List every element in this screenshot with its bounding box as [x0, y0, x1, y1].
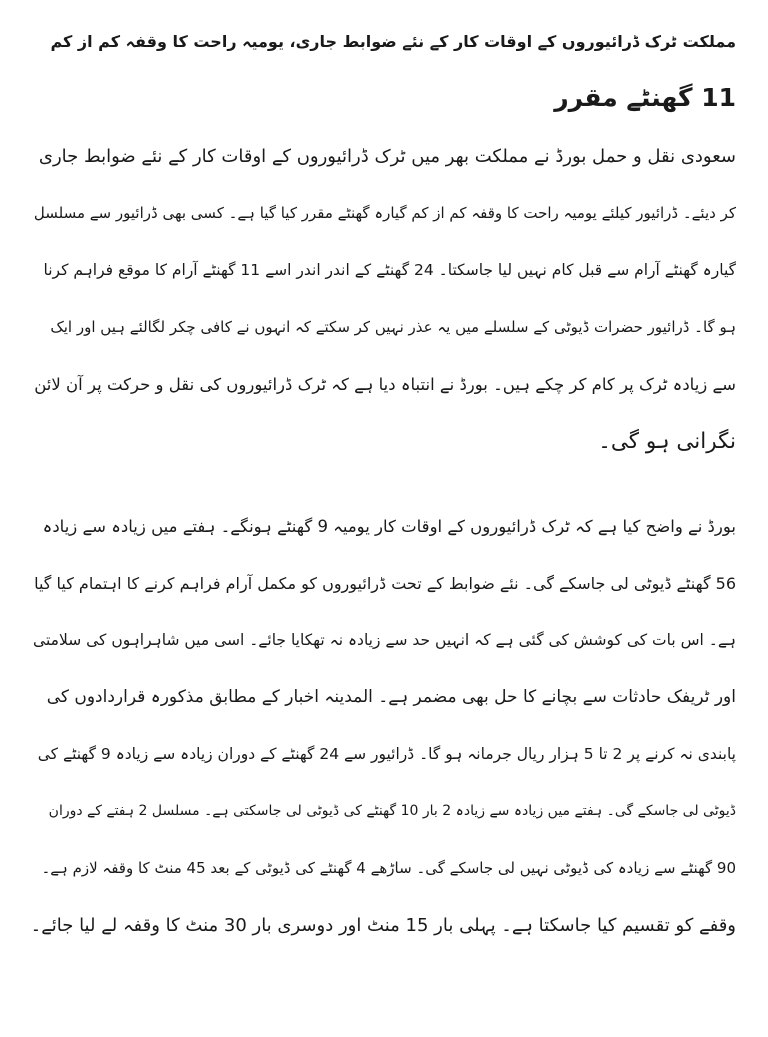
- paragraph-2: [30, 498, 736, 954]
- text-line: سعودی نقل و حمل بورڈ نے مملکت بھر میں ٹرک ڈرائیوروں کے اوقات کار کے نئے ضوابط جاری: [38, 146, 736, 167]
- text-line: بورڈ نے واضح کیا ہے کہ ٹرک ڈرائیوروں کے اوقات کار یومیہ 9 گھنٹے ہونگے۔ ہفتے میں زیادہ سے زیادہ: [42, 517, 736, 536]
- text-line: 90 گھنٹے سے زیادہ کی ڈیوٹی نہیں لی جاسکے گی۔ ساڑھے 4 گھنٹے کی ڈیوٹی کے بعد 45 منٹ کا وقفہ لازم ہے۔: [41, 859, 736, 877]
- text-line: سے زیادہ ٹرک پر کام کر چکے ہیں۔ بورڈ نے انتباہ دیا ہے کہ ٹرک ڈرائیوروں کی نقل و حرکت پر آن لائن: [34, 375, 736, 394]
- text-line: وقفے کو تقسیم کیا جاسکتا ہے۔ پہلی بار 15 منٹ اور دوسری بار 30 منٹ کا وقفہ لے لیا جائے۔: [30, 915, 736, 936]
- text-line: ہے۔ اس بات کی کوشش کی گئی ہے کہ انہیں حد سے زیادہ نہ تھکایا جائے۔ اسی میں شاہراہوں کی سلامتی: [33, 631, 736, 649]
- text-line: کر دیئے۔ ڈرائیور کیلئے یومیہ راحت کا وقفہ کم از کم گیارہ گھنٹے مقرر کیا گیا ہے۔ کسی بھی ڈرائیور سے مسلسل: [33, 204, 736, 222]
- text-line: پابندی نہ کرنے پر 2 تا 5 ہزار ریال جرمانہ ہو گا۔ ڈرائیور سے 24 گھنٹے کے دوران زیادہ سے زیادہ 9 گھنٹے کی: [37, 745, 736, 763]
- text-line: اور ٹریفک حادثات سے بچانے کا حل بھی مضمر ہے۔ المدینہ اخبار کے مطابق مذکورہ قراردادوں کی: [46, 687, 736, 707]
- headline-line: مملکت ٹرک ڈرائیوروں کے اوقات کار کے نئے ضوابط جاری، یومیہ راحت کا وقفہ کم از کم: [50, 32, 736, 51]
- text-line: ڈیوٹی لی جاسکے گی۔ ہفتے میں زیادہ سے زیادہ 2 بار 10 گھنٹے کی ڈیوٹی لی جاسکتی ہے۔ مسلسل 2 ہفتے کے دوران: [48, 803, 736, 819]
- headline-line: 11 گھنٹے مقرر: [554, 83, 736, 112]
- text-line: ہو گا۔ ڈرائیور حضرات ڈیوٹی کے سلسلے میں یہ عذر نہیں کر سکتے کہ انہوں نے کافی چکر لگالئے ہیں اور ایک: [50, 318, 736, 336]
- text-line: گیارہ گھنٹے آرام سے قبل کام نہیں لیا جاسکتا۔ 24 گھنٹے کے اندر اندر اسے 11 گھنٹے آرام کا موقع فراہم کرنا: [43, 261, 736, 279]
- paragraph-1: [30, 128, 736, 470]
- text-line: 56 گھنٹے ڈیوٹی لی جاسکے گی۔ نئے ضوابط کے تحت ڈرائیوروں کو مکمل آرام فراہم کرنے کا اہتمام کیا گیا: [34, 574, 736, 593]
- text-line: نگرانی ہو گی۔: [598, 429, 736, 454]
- headline: [30, 14, 736, 126]
